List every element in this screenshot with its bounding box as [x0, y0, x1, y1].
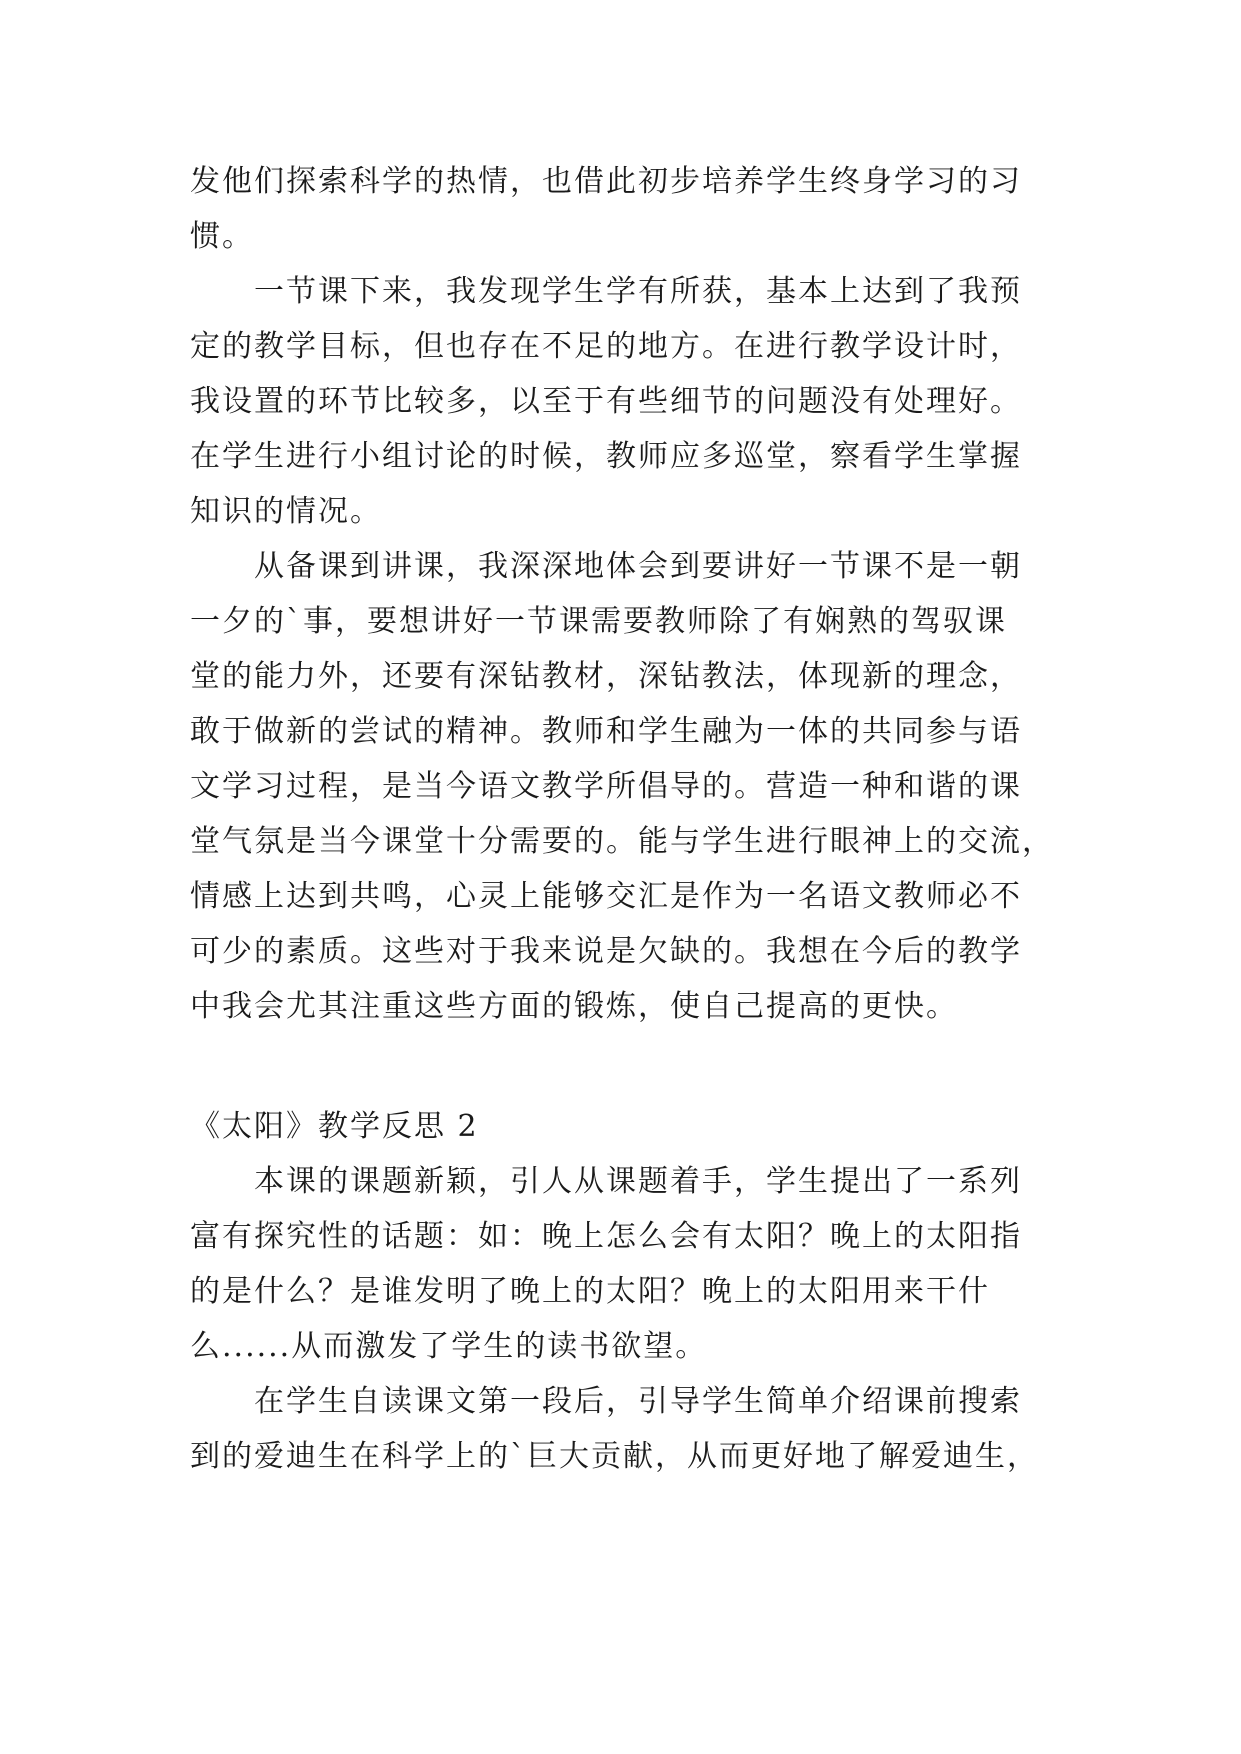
- text-line: 本课的课题新颖，引人从课题着手，学生提出了一系列: [254, 1164, 1022, 1199]
- paragraph: [190, 1154, 1062, 1374]
- document-body: [190, 154, 1062, 1484]
- paragraph: [190, 539, 1062, 1034]
- paragraph: [190, 154, 1062, 264]
- text-line: 知识的情况。: [190, 494, 382, 529]
- text-line: 在学生进行小组讨论的时候，教师应多巡堂，察看学生掌握: [190, 439, 1022, 474]
- paragraph: [190, 264, 1062, 539]
- text-line: 堂气氛是当今课堂十分需要的。能与学生进行眼神上的交流，: [190, 824, 1054, 859]
- text-line: 中我会尤其注重这些方面的锻炼，使自己提高的更快。: [190, 989, 958, 1024]
- text-line: 情感上达到共鸣，心灵上能够交汇是作为一名语文教师必不: [190, 879, 1022, 914]
- text-line: 可少的素质。这些对于我来说是欠缺的。我想在今后的教学: [190, 934, 1022, 969]
- text-line: 富有探究性的话题：如：晚上怎么会有太阳？晚上的太阳指: [190, 1219, 1022, 1254]
- text-line: 敢于做新的尝试的精神。教师和学生融为一体的共同参与语: [190, 714, 1022, 749]
- text-line: 在学生自读课文第一段后，引导学生简单介绍课前搜索: [254, 1384, 1022, 1419]
- text-line: 我设置的环节比较多，以至于有些细节的问题没有处理好。: [190, 384, 1022, 419]
- text-line: 一节课下来，我发现学生学有所获，基本上达到了我预: [254, 274, 1022, 309]
- text-line: 么......从而激发了学生的读书欲望。: [190, 1329, 708, 1364]
- text-line: 堂的能力外，还要有深钻教材，深钻教法，体现新的理念，: [190, 659, 1022, 694]
- text-line: 定的教学目标，但也存在不足的地方。在进行教学设计时，: [190, 329, 1022, 364]
- text-line: 惯。: [190, 219, 254, 254]
- text-line: 一夕的`事，要想讲好一节课需要教师除了有娴熟的驾驭课: [190, 604, 1007, 639]
- text-line: 从备课到讲课，我深深地体会到要讲好一节课不是一朝: [254, 549, 1022, 584]
- text-line: 到的爱迪生在科学上的`巨大贡献，从而更好地了解爱迪生，: [190, 1439, 1039, 1474]
- text-line: 发他们探索科学的热情，也借此初步培养学生终身学习的习: [190, 164, 1022, 199]
- section-title: 《太阳》教学反思 2: [190, 1109, 479, 1144]
- paragraph: [190, 1374, 1062, 1484]
- text-line: 文学习过程，是当今语文教学所倡导的。营造一种和谐的课: [190, 769, 1022, 804]
- text-line: 的是什么？是谁发明了晚上的太阳？晚上的太阳用来干什: [190, 1274, 990, 1309]
